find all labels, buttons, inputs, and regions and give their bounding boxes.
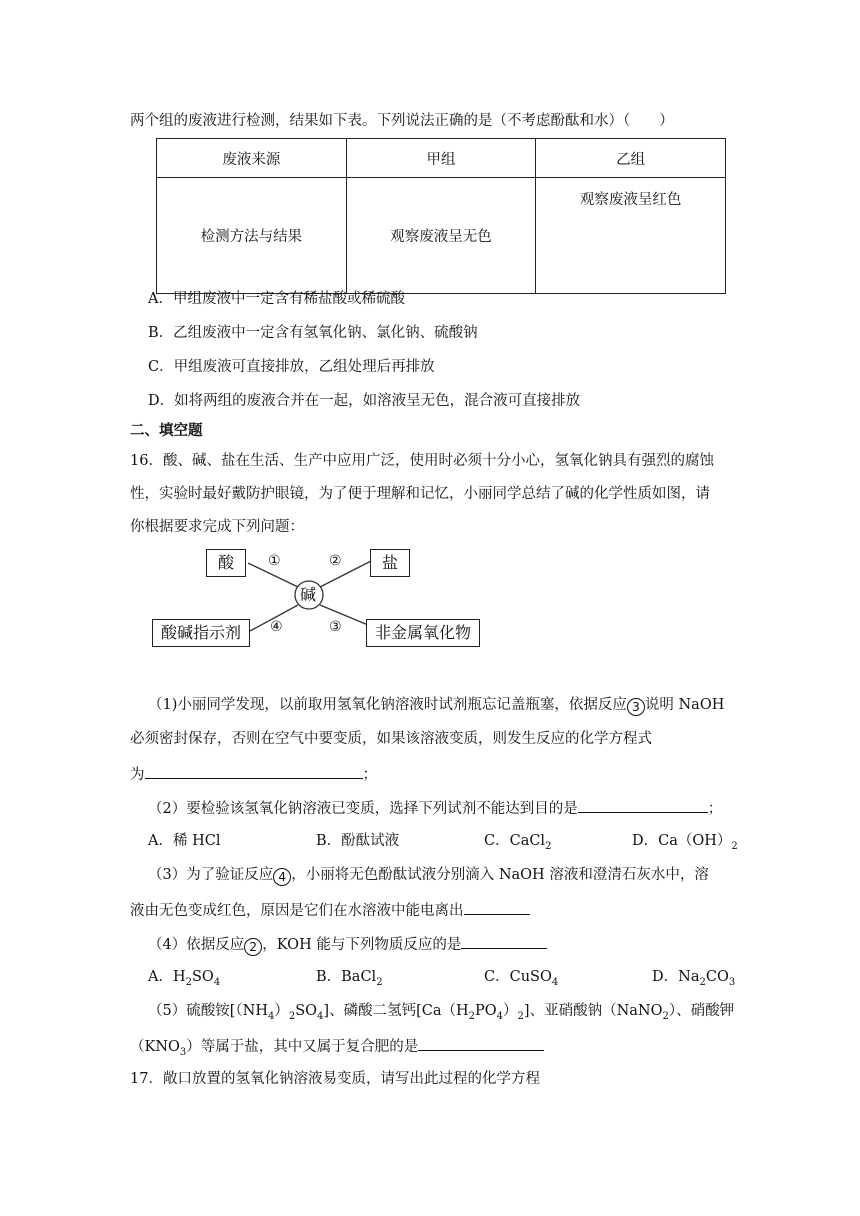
- subquestion-3-line: （3）为了验证反应 4 ，小丽将无色酚酞试液分别滴入 NaOH 溶液和澄清石灰水中，溶: [148, 867, 709, 884]
- option-a: A．稀 HCl: [148, 833, 221, 849]
- answer-blank[interactable]: [145, 763, 363, 779]
- table-header: 甲组: [346, 139, 536, 178]
- subquestion-3-line: 液由无色变成红色，原因是它们在水溶液中能电离出: [130, 899, 530, 921]
- table-cell: 观察废液呈无色: [346, 178, 536, 294]
- reaction-label-2: ②: [329, 553, 342, 569]
- option-a: A．$H_2SO_4$: [148, 969, 221, 988]
- option-d: D．如将两组的废液合并在一起，如溶液呈无色，混合液可直接排放: [148, 393, 581, 409]
- option-b: B．乙组废液中一定含有氢氧化钠、氯化钠、硫酸钠: [148, 325, 478, 341]
- center-base-label: 碱: [299, 585, 316, 604]
- option-c: C．CuSO$_4$: [484, 969, 559, 988]
- subquestion-1-line: 必须密封保存，否则在空气中要变质，如果该溶液变质，则发生反应的化学方程式: [130, 731, 652, 747]
- question-intro: 两个组的废液进行检测，结果如下表。下列说法正确的是（不考虑酚酞和水）（ ）: [130, 113, 674, 129]
- answer-blank[interactable]: [578, 797, 708, 813]
- table-cell: 检测方法与结果: [157, 178, 347, 294]
- question-16-line: 你根据要求完成下列问题：: [130, 519, 304, 535]
- table-cell: 观察废液呈红色: [536, 178, 726, 294]
- circled-number: 3: [627, 698, 645, 716]
- question-16-line: 性，实验时最好戴防护眼镜，为了便于理解和记忆，小丽同学总结了碱的化学性质如图，请: [130, 486, 710, 502]
- answer-blank[interactable]: [461, 933, 547, 949]
- answer-blank[interactable]: [464, 899, 530, 915]
- subquestion-1-line: 为 ；: [130, 763, 377, 785]
- subquestion-2-line: （2）要检验该氢氧化钠溶液已变质，选择下列试剂不能达到目的是 ；: [148, 797, 722, 819]
- section-title: 二、填空题: [130, 423, 203, 439]
- table-row: [157, 139, 726, 178]
- table-header: 废液来源: [157, 139, 347, 178]
- acid-box: 酸: [206, 549, 246, 577]
- base-properties-diagram: [148, 543, 488, 653]
- subquestion-5-line: $(KNO_3)$等属于盐，其中又属于复合肥的是: [130, 1035, 544, 1063]
- reaction-label-4: ④: [270, 619, 283, 635]
- subquestion-1-line: （1)小丽同学发现，以前取用氢氧化钠溶液时试剂瓶忘记盖瓶塞，依据反应 3 说明 NaOH: [148, 697, 725, 714]
- option-d: D．$Ca(OH)_2$: [632, 833, 738, 852]
- reaction-label-3: ③: [329, 619, 342, 635]
- question-17-line: 17．敞口放置的氢氧化钠溶液易变质，请写出此过程的化学方程: [130, 1071, 540, 1087]
- circled-number: 4: [273, 868, 291, 886]
- option-c: C．CaCl$_2$: [484, 833, 552, 852]
- table-row: [157, 178, 726, 294]
- option-b: B．BaCl$_2$: [316, 969, 383, 988]
- circled-number: 2: [244, 938, 262, 956]
- question-16-line: 16．酸、碱、盐在生活、生产中应用广泛，使用时必须十分小心，氢氧化钠具有强烈的腐蚀: [130, 453, 714, 469]
- subquestion-5-line: （5）硫酸铵$[(NH_4)_2SO_4]$、磷酸二氢钙$[Ca(H_2PO_4)_2]$、亚硝酸钠（NaNO$_2$）、硝酸钾: [148, 1003, 735, 1022]
- option-b: B．酚酞试液: [316, 833, 400, 849]
- nonmetal-oxide-box: 非金属氧化物: [366, 619, 480, 647]
- option-a: A．甲组废液中一定含有稀盐酸或稀硫酸: [148, 291, 405, 307]
- indicator-box: 酸碱指示剂: [152, 619, 250, 647]
- reaction-label-1: ①: [268, 553, 281, 569]
- answer-blank[interactable]: [418, 1035, 544, 1051]
- option-d: D．$Na_2CO_3$: [652, 969, 736, 988]
- option-c: C．甲组废液可直接排放，乙组处理后再排放: [148, 359, 435, 375]
- table-header: 乙组: [536, 139, 726, 178]
- subquestion-4-line: （4）依据反应 2 ，KOH 能与下列物质反应的是: [148, 933, 547, 956]
- waste-test-table: [156, 138, 726, 294]
- salt-box: 盐: [370, 549, 410, 577]
